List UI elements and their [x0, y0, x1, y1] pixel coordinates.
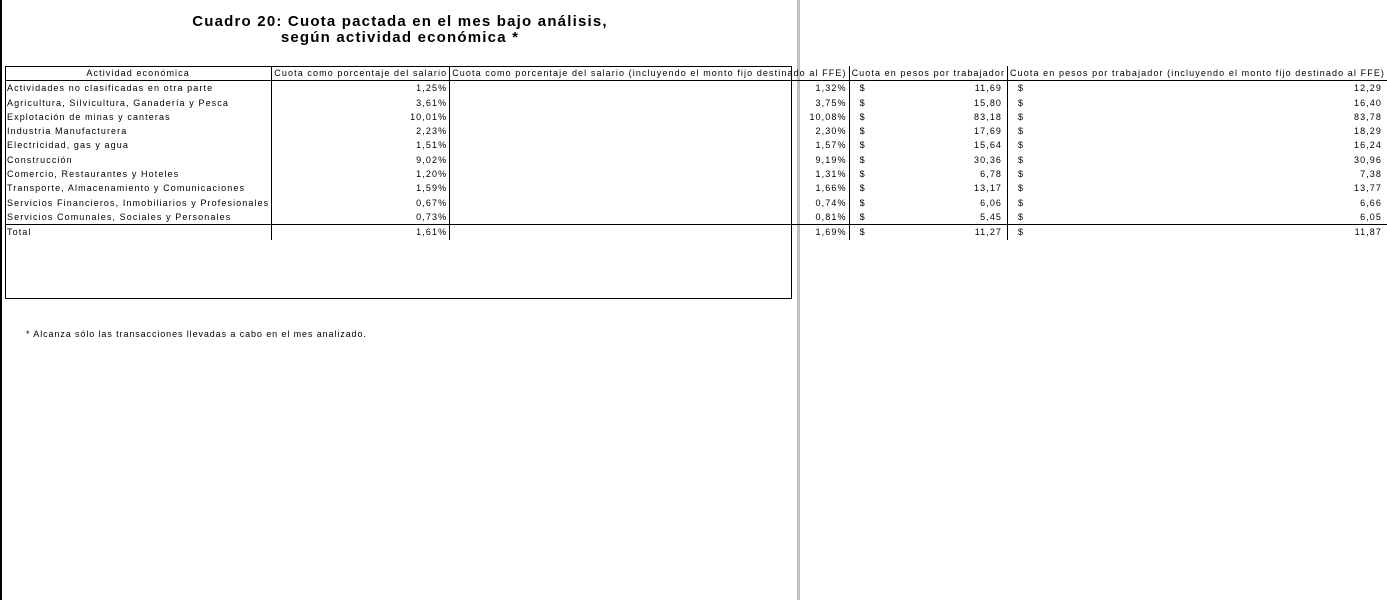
- pct-salary-cell: 1,25%: [272, 81, 450, 96]
- pesos-worker-ffe-cell: [1008, 225, 1387, 240]
- pesos-worker-ffe-cell-value: 16,24: [1353, 140, 1383, 151]
- currency-symbol: $: [1018, 154, 1025, 165]
- pesos-worker-ffe-cell: [1008, 110, 1387, 124]
- currency-symbol: $: [859, 211, 866, 222]
- pesos-worker-cell-value: 5,45: [980, 211, 1003, 222]
- pesos-worker-ffe-cell: [1008, 167, 1387, 181]
- pesos-worker-cell-value: 6,06: [980, 197, 1003, 208]
- pct-salary-ffe-cell: 3,75%: [450, 96, 849, 110]
- pct-salary-cell: 1,51%: [272, 138, 450, 152]
- pesos-worker-cell: [849, 225, 1007, 240]
- pesos-worker-cell: [849, 210, 1007, 225]
- pct-salary-ffe-cell: 1,32%: [450, 81, 849, 96]
- pct-salary-cell: 0,73%: [272, 210, 450, 225]
- header-activity: Actividad económica: [5, 66, 272, 81]
- currency-symbol: $: [1018, 227, 1025, 238]
- table-row: [5, 110, 1387, 124]
- pct-salary-ffe-cell: 1,57%: [450, 138, 849, 152]
- pct-salary-ffe-cell: 9,19%: [450, 153, 849, 167]
- currency-symbol: $: [1018, 169, 1025, 180]
- currency-symbol: $: [859, 140, 866, 151]
- currency-symbol: $: [859, 169, 866, 180]
- table-row: [5, 81, 1387, 96]
- activity-cell: Agricultura, Silvicultura, Ganadería y Pesca: [5, 96, 272, 110]
- table-row: [5, 196, 1387, 210]
- pesos-worker-ffe-cell: [1008, 81, 1387, 96]
- activity-cell: Comercio, Restaurantes y Hoteles: [5, 167, 272, 181]
- currency-symbol: $: [859, 183, 866, 194]
- currency-symbol: $: [1018, 140, 1025, 151]
- pesos-worker-cell: [849, 110, 1007, 124]
- pct-salary-cell: 2,23%: [272, 124, 450, 138]
- pesos-worker-ffe-cell-value: 11,87: [1354, 227, 1383, 238]
- table-row: [5, 124, 1387, 138]
- header-pct-salary-ffe: Cuota como porcentaje del salario (incluyendo el monto fijo destinado al FFE): [450, 66, 849, 81]
- pesos-worker-ffe-cell: [1008, 138, 1387, 152]
- pesos-worker-cell: [849, 96, 1007, 110]
- currency-symbol: $: [1018, 126, 1025, 137]
- table-row: [5, 210, 1387, 225]
- activity-cell: Industria Manufacturera: [5, 124, 272, 138]
- activity-cell: Servicios Financieros, Inmobiliarios y Profesionales: [5, 196, 272, 210]
- pesos-worker-cell-value: 11,27: [974, 227, 1003, 238]
- currency-symbol: $: [1018, 197, 1025, 208]
- pct-salary-ffe-cell: 0,74%: [450, 196, 849, 210]
- pesos-worker-ffe-cell-value: 7,38: [1360, 169, 1383, 180]
- pesos-worker-cell-value: 83,18: [974, 111, 1003, 122]
- pct-salary-cell: 0,67%: [272, 196, 450, 210]
- currency-symbol: $: [1018, 83, 1025, 94]
- pct-salary-ffe-cell: 2,30%: [450, 124, 849, 138]
- pesos-worker-cell: [849, 196, 1007, 210]
- pct-salary-ffe-cell: 1,66%: [450, 181, 849, 195]
- pesos-worker-ffe-cell: [1008, 181, 1387, 195]
- pct-salary-ffe-cell: 0,81%: [450, 210, 849, 225]
- activity-cell: Servicios Comunales, Sociales y Personales: [5, 210, 272, 225]
- pct-salary-cell: 9,02%: [272, 153, 450, 167]
- currency-symbol: $: [859, 83, 866, 94]
- pct-salary-cell: 1,61%: [272, 225, 450, 240]
- currency-symbol: $: [859, 154, 866, 165]
- header-pct-salary: Cuota como porcentaje del salario: [272, 66, 450, 81]
- pct-salary-cell: 1,20%: [272, 167, 450, 181]
- pesos-worker-cell-value: 30,36: [974, 154, 1003, 165]
- pesos-worker-ffe-cell-value: 6,66: [1360, 197, 1383, 208]
- pesos-worker-ffe-cell: [1008, 96, 1387, 110]
- currency-symbol: $: [859, 97, 866, 108]
- pesos-worker-cell-value: 15,64: [974, 140, 1003, 151]
- table-row: [5, 181, 1387, 195]
- currency-symbol: $: [859, 197, 866, 208]
- pesos-worker-cell: [849, 181, 1007, 195]
- pesos-worker-cell: [849, 81, 1007, 96]
- pesos-worker-cell-value: 15,80: [974, 97, 1003, 108]
- pesos-worker-cell: [849, 153, 1007, 167]
- currency-symbol: $: [1018, 211, 1025, 222]
- data-table: [5, 66, 1387, 240]
- pesos-worker-cell: [849, 124, 1007, 138]
- pct-salary-cell: 3,61%: [272, 96, 450, 110]
- left-frame-line: [0, 0, 2, 600]
- activity-cell: Explotación de minas y canteras: [5, 110, 272, 124]
- activity-cell: Electricidad, gas y agua: [5, 138, 272, 152]
- table-row: [5, 167, 1387, 181]
- pct-salary-ffe-cell: 1,31%: [450, 167, 849, 181]
- activity-cell: Actividades no clasificadas en otra parte: [5, 81, 272, 96]
- pesos-worker-cell: [849, 167, 1007, 181]
- pesos-worker-ffe-cell: [1008, 210, 1387, 225]
- pesos-worker-cell-value: 11,69: [974, 83, 1003, 94]
- currency-symbol: $: [859, 227, 866, 238]
- header-pesos-worker-ffe: Cuota en pesos por trabajador (incluyendo el monto fijo destinado al FFE): [1008, 66, 1387, 81]
- pesos-worker-ffe-cell-value: 13,77: [1353, 183, 1383, 194]
- currency-symbol: $: [859, 111, 866, 122]
- header-row: [5, 66, 1387, 81]
- pct-salary-cell: 1,59%: [272, 181, 450, 195]
- pct-salary-ffe-cell: 1,69%: [450, 225, 849, 240]
- title-line-1: Cuadro 20: Cuota pactada en el mes bajo análisis,: [192, 13, 608, 30]
- footnote: * Alcanza sólo las transacciones llevadas a cabo en el mes analizado.: [26, 329, 367, 339]
- pesos-worker-ffe-cell-value: 6,05: [1360, 211, 1383, 222]
- activity-cell: Construcción: [5, 153, 272, 167]
- pesos-worker-cell-value: 6,78: [980, 169, 1003, 180]
- header-pesos-worker: Cuota en pesos por trabajador: [849, 66, 1007, 81]
- total-row: [5, 225, 1387, 240]
- table-row: [5, 153, 1387, 167]
- pesos-worker-cell-value: 17,69: [974, 126, 1003, 137]
- table-row: [5, 138, 1387, 152]
- pesos-worker-ffe-cell-value: 30,96: [1353, 154, 1383, 165]
- pesos-worker-ffe-cell-value: 12,29: [1353, 83, 1383, 94]
- table-row: [5, 96, 1387, 110]
- pesos-worker-ffe-cell: [1008, 153, 1387, 167]
- pesos-worker-ffe-cell-value: 16,40: [1353, 97, 1383, 108]
- pesos-worker-ffe-cell-value: 18,29: [1353, 126, 1383, 137]
- pct-salary-ffe-cell: 10,08%: [450, 110, 849, 124]
- pesos-worker-ffe-cell-value: 83,78: [1353, 111, 1383, 122]
- title-line-2: según actividad económica *: [280, 29, 520, 46]
- activity-cell: Transporte, Almacenamiento y Comunicaciones: [5, 181, 272, 195]
- pesos-worker-cell: [849, 138, 1007, 152]
- activity-cell: Total: [5, 225, 272, 240]
- currency-symbol: $: [1018, 183, 1025, 194]
- pesos-worker-ffe-cell: [1008, 196, 1387, 210]
- currency-symbol: $: [1018, 97, 1025, 108]
- pct-salary-cell: 10,01%: [272, 110, 450, 124]
- pesos-worker-ffe-cell: [1008, 124, 1387, 138]
- currency-symbol: $: [859, 126, 866, 137]
- currency-symbol: $: [1018, 111, 1025, 122]
- pesos-worker-cell-value: 13,17: [974, 183, 1003, 194]
